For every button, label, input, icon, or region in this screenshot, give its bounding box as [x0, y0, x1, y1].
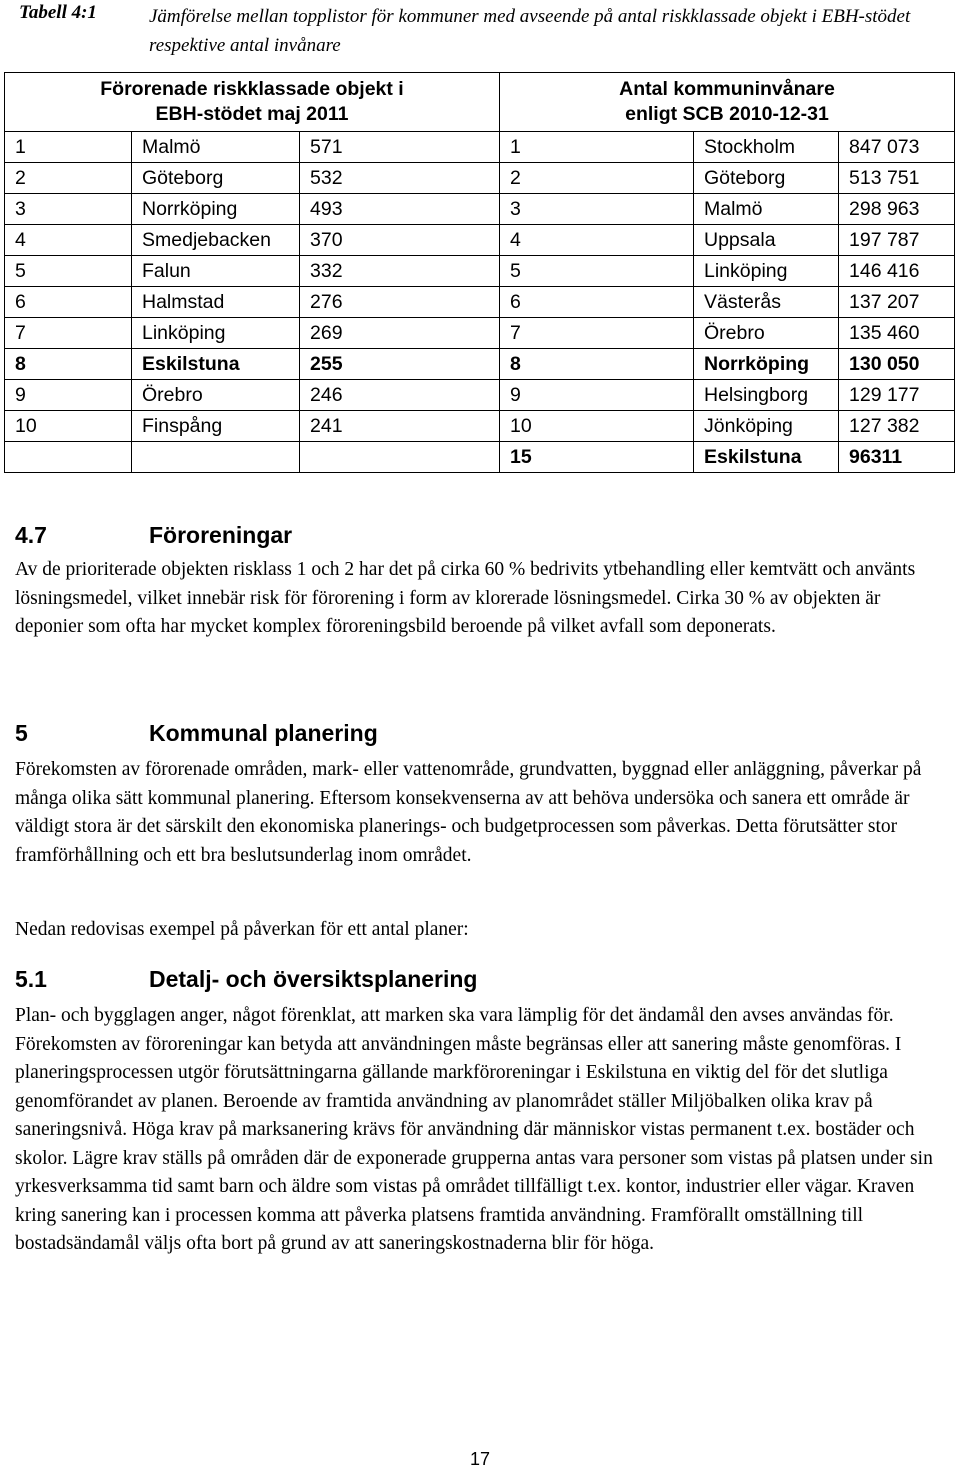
table-cell-ln: 6 [5, 287, 132, 318]
page-number: 17 [470, 1449, 491, 1469]
table-cell-empty [132, 442, 300, 473]
table-cell-rm: Eskilstuna [694, 442, 839, 473]
table-cell-rv: 847 073 [839, 132, 955, 163]
table-row [5, 318, 955, 349]
table-cell-empty [5, 442, 132, 473]
section-5-paragraph-1: Förekomsten av förorenade områden, mark- eller vattenområde, grundvatten, byggnad eller anläggning, påverkar på många olika sätt kommunal planering. Eftersom konsekvenserna av att behöva undersöka och sanera ett område är väldigt stora är det särskilt den ekonomiska planerings- och budgetprocessen som påverkas. Detta förutsätter stor framförhållning och ett bra beslutsunderlag inom området. [15, 759, 922, 866]
table-row [5, 349, 955, 380]
table-cell-rv: 137 207 [839, 287, 955, 318]
table-cell-lm: Finspång [132, 411, 300, 442]
table-row [5, 287, 955, 318]
section-title: Kommunal planering [149, 720, 378, 746]
table-cell-rn: 5 [500, 256, 694, 287]
table-row [5, 442, 955, 473]
table-cell-ln: 8 [5, 349, 132, 380]
table-cell-ln: 9 [5, 380, 132, 411]
section-title: Föroreningar [149, 522, 293, 548]
section-title: Detalj- och översiktsplanering [149, 966, 478, 992]
table-cell-rv: 96311 [839, 442, 955, 473]
table-cell-lv: 276 [300, 287, 500, 318]
section-5-1-paragraph: Plan- och bygglagen anger, något förenklat, att marken ska vara lämplig för det ändamål den avses användas för. Förekomsten av föroreningar kan betyda att användningen måste begränsas eller att sanering måste genomföras. I planeringsprocessen utgör förutsättningarna gällande markföroreningar i Eskilstuna en viktig del för det slutliga genomförandet av planen. Beroende av framtida användning av planområdet ställer Miljöbalken olika krav på saneringsnivå. Höga krav på marksanering krävs för användning där människor vistas permanent t.ex. bostäder och skolor. Lägre krav ställs på områden där de exponerade grupperna antas vara personer som vistas på platsen under sin yrkesverksamma tid samt barn och äldre som vistas på området tillfälligt t.ex. kontor, industrier eller vägar. Kraven kring sanering kan i processen komma att påverka platsens framtida användning. Framförallt omställning till bostadsändamål väljs ofta bort på grund av att saneringskostnaderna blir för höga. [15, 1005, 933, 1254]
table-cell-rm: Göteborg [694, 163, 839, 194]
table-cell-lm: Linköping [132, 318, 300, 349]
section-number: 5 [15, 720, 28, 746]
table-cell-rv: 129 177 [839, 380, 955, 411]
table-cell-rn: 2 [500, 163, 694, 194]
table-cell-lm: Göteborg [132, 163, 300, 194]
table-cell-rv: 127 382 [839, 411, 955, 442]
table-cell-rn: 7 [500, 318, 694, 349]
table-cell-ln: 7 [5, 318, 132, 349]
table-cell-lm: Smedjebacken [132, 225, 300, 256]
table-cell-lm: Malmö [132, 132, 300, 163]
table-cell-rn: 3 [500, 194, 694, 225]
table-row [5, 380, 955, 411]
section-4-7-heading [15, 522, 292, 549]
table-cell-ln: 2 [5, 163, 132, 194]
table-cell-rm: Norrköping [694, 349, 839, 380]
table-cell-lm: Eskilstuna [132, 349, 300, 380]
table-cell-empty [300, 442, 500, 473]
table-cell-lv: 571 [300, 132, 500, 163]
table-cell-rm: Västerås [694, 287, 839, 318]
table-cell-rn: 8 [500, 349, 694, 380]
table-cell-lv: 332 [300, 256, 500, 287]
table-row [5, 225, 955, 256]
table-row [5, 411, 955, 442]
table-cell-lv: 269 [300, 318, 500, 349]
table-cell-lv: 532 [300, 163, 500, 194]
table-row [5, 194, 955, 225]
table-cell-lv: 241 [300, 411, 500, 442]
table-cell-rn: 10 [500, 411, 694, 442]
table-cell-ln: 10 [5, 411, 132, 442]
table-cell-lm: Halmstad [132, 287, 300, 318]
table-cell-lv: 246 [300, 380, 500, 411]
table-cell-rm: Linköping [694, 256, 839, 287]
table-cell-lv: 493 [300, 194, 500, 225]
table-cell-rm: Örebro [694, 318, 839, 349]
section-4-7-paragraph: Av de prioriterade objekten risklass 1 och 2 har det på cirka 60 % bedrivits ytbehandling eller kemtvätt och använts lösningsmedel, vilket innebär risk för förorening i form av klorerade lösningsmedel. Cirka 30 % av objekten är deponier som ofta har mycket komplex föroreningsbild beroende på vilket avfall som deponerats. [15, 559, 916, 637]
table-cell-ln: 3 [5, 194, 132, 225]
table-cell-rm: Malmö [694, 194, 839, 225]
table-cell-rv: 197 787 [839, 225, 955, 256]
table-cell-lm: Örebro [132, 380, 300, 411]
section-number: 5.1 [15, 966, 47, 992]
section-5-1-heading [15, 966, 477, 993]
table-cell-rm: Jönköping [694, 411, 839, 442]
table-caption-text: Jämförelse mellan topplistor för kommuner med avseende på antal riskklassade objekt i EBH-stödet respektive antal invånare [149, 6, 911, 56]
table-row [5, 163, 955, 194]
table-cell-lm: Falun [132, 256, 300, 287]
table-cell-lm: Norrköping [132, 194, 300, 225]
table-caption-label: Tabell 4:1 [19, 2, 97, 23]
table-cell-rv: 146 416 [839, 256, 955, 287]
table-cell-rn: 6 [500, 287, 694, 318]
table-cell-rn: 1 [500, 132, 694, 163]
table-cell-ln: 1 [5, 132, 132, 163]
table-cell-rv: 130 050 [839, 349, 955, 380]
section-number: 4.7 [15, 522, 47, 548]
table-cell-rn: 15 [500, 442, 694, 473]
comparison-table [4, 72, 955, 473]
table-cell-rv: 298 963 [839, 194, 955, 225]
table-cell-lv: 255 [300, 349, 500, 380]
table-row [5, 256, 955, 287]
table-cell-ln: 4 [5, 225, 132, 256]
table-row [5, 132, 955, 163]
section-5-paragraph-2: Nedan redovisas exempel på påverkan för ett antal planer: [15, 919, 469, 940]
table-cell-rm: Uppsala [694, 225, 839, 256]
table-cell-lv: 370 [300, 225, 500, 256]
section-5-heading [15, 720, 378, 747]
table-cell-rn: 9 [500, 380, 694, 411]
table-cell-ln: 5 [5, 256, 132, 287]
table-cell-rv: 135 460 [839, 318, 955, 349]
table-cell-rm: Helsingborg [694, 380, 839, 411]
left-column-header: Förorenade riskklassade objekt i EBH-stödet maj 2011 [5, 73, 500, 132]
right-column-header: Antal kommuninvånare enligt SCB 2010-12-31 [500, 73, 955, 132]
table-cell-rn: 4 [500, 225, 694, 256]
table-cell-rm: Stockholm [694, 132, 839, 163]
table-cell-rv: 513 751 [839, 163, 955, 194]
